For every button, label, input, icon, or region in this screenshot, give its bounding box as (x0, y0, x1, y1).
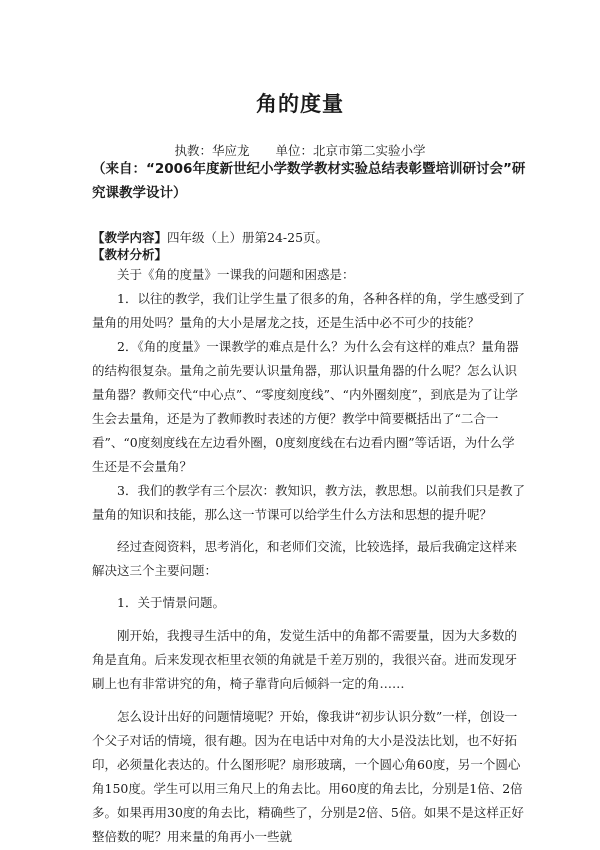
paragraph: 关于《角的度量》一课我的问题和困惑是： (117, 267, 355, 282)
paragraph: 怎么设计出好的问题情境呢？开始，像我讲“初步认识分数”一样，创设一个父子对话的情境，很有趣。因为在电话中对角的大小是没法比划，也不好拓印，必须量化表达的。什么图形呢？扇形玻璃，一个圆心角60度，另一个圆心角150度。学生可以用三角尺上的角去比。用60度的角去比，分别是1倍、2倍多。如果再用30度的角去比，精确些了，分别是2倍、5倍。如果不是这样正好整倍数的呢？用来量的角再小一些就 (92, 709, 524, 844)
author: 执教：华应龙 (174, 143, 250, 158)
teaching-content-value: 四年级（上）册第24-25页。 (167, 230, 329, 245)
body-content (92, 229, 526, 849)
paragraph: 3．我们的教学有三个层次：教知识，教方法，教思想。以前我们只是教了量角的知识和技能，那么这一节课可以给学生什么方法和思想的提升呢？ (92, 483, 525, 522)
paragraph: 2．《角的度量》一课教学的难点是什么？为什么会有这样的难点？量角器的结构很复杂。量角之前先要认识量角器，那认识量角器的什么呢？怎么认识量角器？教师交代“中心点”、“零度刻度线”、“内外圈刻度”，到底是为了让学生会去量角，还是为了教师教时表述的方便？教学中简要概括出了“二合一看”、“0度刻度线在左边看外圈，0度刻度线在右边看内圈”等话语，为什么学生还是不会量角？ (92, 339, 519, 474)
page-title: 角的度量 (256, 92, 344, 116)
paragraph: 刚开始，我搜寻生活中的角，发觉生活中的角都不需要量，因为大多数的角是直角。后来发现衣柜里衣领的角就是千差万别的，我很兴奋。进而发现牙刷上也有非常讲究的角，椅子靠背向后倾斜一定的角…… (92, 628, 518, 691)
paragraph: 经过查阅资料，思考消化，和老师们交流，比较选择，最后我确定这样来解决这三个主要问题： (92, 539, 518, 578)
paragraph: 1．关于情景问题。 (117, 595, 225, 610)
school-unit: 单位：北京市第二实验小学 (275, 143, 426, 158)
analysis-label: 【教材分析】 (92, 247, 168, 262)
paragraph: 1．以往的教学，我们让学生量了很多的角，各种各样的角，学生感受到了量角的用处吗？量角的大小是屠龙之技，还是生活中必不可少的技能？ (92, 291, 525, 330)
teaching-content-line (92, 229, 526, 246)
teaching-content-label: 【教学内容】 (92, 230, 168, 245)
source-note: （来自：“2006年度新世纪小学数学教材实验总结表彰暨培训研讨会”研究课教学设计） (92, 161, 526, 201)
